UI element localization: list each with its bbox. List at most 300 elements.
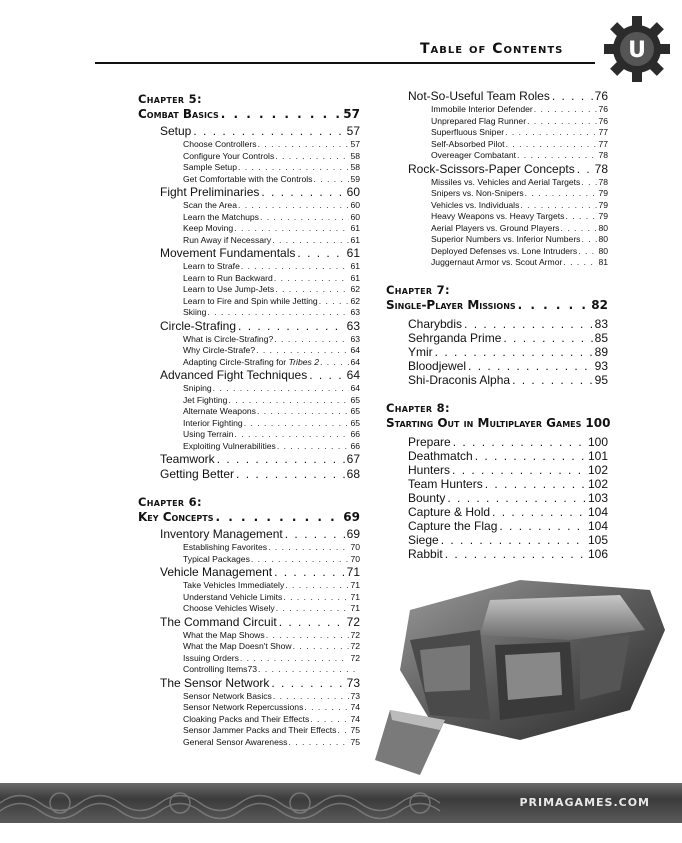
toc-subsection-page: 71 [350, 603, 360, 613]
leader-dots [274, 565, 345, 580]
toc-subsection-title: Scan the Area [183, 200, 237, 210]
toc-section-page: 95 [594, 372, 608, 387]
toc-subsection-page: 60 [350, 211, 360, 222]
toc-subsection-title: Learn to Strafe [183, 261, 240, 271]
toc-subsection [386, 234, 608, 246]
leader-dots [552, 89, 593, 104]
toc-subsection-title: Missiles vs. Vehicles and Aerial Targets [431, 176, 581, 187]
leader-dots [260, 212, 349, 224]
leader-dots [310, 714, 349, 726]
chapter-heading-page: 82 [591, 297, 608, 312]
toc-subsection-title: Configure Your Controls [183, 150, 275, 161]
leader-dots [293, 641, 350, 653]
toc-section-title: Bloodjewel [408, 358, 467, 373]
toc-subsection-page: 62 [350, 284, 360, 294]
leader-dots [563, 257, 597, 269]
toc-subsection-title: Unprepared Flag Runner [431, 115, 527, 126]
toc-subsection [138, 200, 360, 212]
vehicle-illustration [370, 570, 670, 780]
toc-section-title: Vehicle Management [160, 565, 273, 579]
toc-subsection [386, 257, 608, 269]
toc-subsection [138, 725, 360, 737]
leader-dots [445, 547, 586, 561]
toc-subsection [138, 702, 360, 714]
toc-subsection-page: 72 [350, 641, 360, 651]
toc-subsection-title: Superior Numbers vs. Inferior Numbers [431, 234, 581, 244]
toc-subsection [138, 151, 360, 163]
toc-section [138, 467, 360, 482]
leader-dots [499, 519, 586, 533]
leader-dots [288, 737, 349, 749]
toc-section [138, 527, 360, 542]
toc-subsection-title: Sample Setup [183, 162, 237, 172]
toc-section [386, 547, 608, 561]
header-rule [95, 62, 595, 64]
toc-section-title: Shi-Draconis Alpha [408, 372, 511, 387]
leader-dots [309, 368, 344, 383]
toc-subsection-title: Using Terrain [183, 429, 234, 439]
leader-dots [441, 533, 586, 547]
toc-subsection-title: Why Circle-Strafe? [183, 345, 256, 355]
toc-subsection-title: What the Map Doesn't Show [183, 641, 292, 651]
toc-subsection-page: 79 [598, 188, 608, 198]
toc-subsection [138, 429, 360, 441]
toc-section [386, 505, 608, 519]
toc-subsection [386, 211, 608, 223]
toc-section [138, 124, 360, 139]
footer-website: PRIMAGAMES.COM [519, 796, 650, 809]
toc-section-page: 78 [594, 161, 608, 176]
toc-subsection [138, 139, 360, 151]
toc-subsection-title: Sniping [183, 383, 212, 393]
toc-subsection-page: 60 [350, 200, 360, 210]
toc-subsection-title: Juggernaut Armor vs. Scout Armor [431, 257, 563, 267]
toc-subsection-title: Jet Fighting [183, 394, 228, 405]
toc-subsection-title: Learn to Fire and Spin while Jetting [183, 295, 318, 306]
toc-subsection-page: 58 [350, 150, 360, 161]
toc-subsection-title: Choose Controllers [183, 139, 257, 149]
toc-right-column [386, 89, 611, 561]
toc-section-page: 67 [346, 452, 360, 466]
footer-band [0, 783, 682, 823]
toc-subsection-title: Sensor Network Repercussions [183, 702, 304, 712]
toc-subsection-title: Typical Packages [183, 553, 250, 564]
toc-subsection [386, 104, 608, 116]
toc-section [386, 162, 608, 177]
leader-dots [193, 124, 344, 139]
toc-section-page: 89 [594, 344, 608, 359]
leader-dots [234, 429, 349, 441]
leader-dots [527, 116, 597, 128]
toc-subsection [138, 261, 360, 273]
toc-subsection-page: 78 [598, 150, 608, 160]
leader-dots [256, 345, 349, 357]
leader-dots [251, 554, 350, 566]
leader-dots [503, 331, 592, 345]
toc-subsection [386, 200, 608, 212]
toc-subsection-page: 64 [350, 345, 360, 355]
leader-dots [261, 185, 344, 200]
toc-subsection [138, 592, 360, 604]
toc-subsection-title: Overeager Combatant [431, 150, 517, 160]
toc-subsection-page: 73 [350, 690, 360, 701]
toc-subsection-title: Self-Absorbed Pilot [431, 138, 505, 149]
toc-subsection-title: Skiing [183, 307, 207, 317]
toc-subsection-page: 65 [350, 394, 360, 405]
leader-dots [320, 357, 349, 369]
leader-dots [285, 580, 349, 592]
toc-subsection-page: 79 [598, 211, 608, 221]
toc-subsection-page: 81 [598, 257, 608, 267]
toc-subsection-title: Keep Moving [183, 223, 234, 233]
toc-section-page: 57 [346, 124, 360, 138]
chapter-label: Chapter 6: [138, 495, 202, 509]
leader-dots [505, 127, 597, 139]
toc-section-title: Charybdis [408, 316, 463, 331]
toc-subsection [138, 603, 360, 615]
leader-dots [560, 223, 597, 235]
toc-section [386, 477, 608, 491]
toc-section-title: Rabbit [408, 546, 443, 561]
toc-subsection-page: 64 [350, 383, 360, 393]
toc-section [138, 246, 360, 261]
toc-section-title: Advanced Fight Techniques [160, 368, 308, 382]
toc-subsection-title: Choose Vehicles Wisely [183, 603, 275, 613]
toc-section-title: Deathmatch [408, 448, 473, 463]
leader-dots [452, 463, 586, 477]
toc-section-page: 68 [346, 467, 360, 481]
toc-subsection-page: 79 [598, 199, 608, 210]
toc-subsection [138, 691, 360, 703]
toc-section-page: 61 [346, 246, 360, 260]
toc-subsection [138, 664, 360, 676]
toc-subsection [386, 150, 608, 162]
toc-subsection-page: 71 [350, 580, 360, 590]
leader-dots [236, 467, 345, 482]
toc-subsection-title: Issuing Orders [183, 652, 239, 663]
toc-subsection-title: Deployed Defenses vs. Lone Intruders [431, 245, 578, 256]
toc-subsection [138, 273, 360, 285]
leader-dots [271, 676, 344, 691]
toc-subsection-page: 78 [598, 176, 608, 187]
leader-dots [492, 505, 586, 519]
chapter-label: Chapter 5: [138, 92, 202, 106]
leader-dots [238, 162, 349, 174]
toc-subsection [386, 188, 608, 200]
toc-subsection-page: 80 [598, 245, 608, 256]
toc-subsection-title: Cloaking Packs and Their Effects [183, 713, 310, 724]
toc-subsection [138, 162, 360, 174]
toc-subsection-page: 61 [350, 272, 360, 283]
toc-section-page: 71 [346, 565, 360, 579]
toc-subsection-page: 72 [350, 652, 360, 663]
chapter-heading-title: Combat Basics [138, 107, 219, 121]
toc-subsection [138, 542, 360, 554]
toc-section-title: Siege [408, 532, 439, 547]
toc-section-page: 105 [587, 532, 608, 547]
toc-section [386, 359, 608, 373]
toc-subsection-page: 76 [598, 104, 608, 114]
toc-subsection [138, 580, 360, 592]
leader-dots [215, 509, 341, 525]
toc-subsection [386, 127, 608, 139]
leader-dots [258, 664, 359, 676]
toc-section-title: Not-So-Useful Team Roles [408, 89, 550, 103]
toc-subsection-page: 66 [350, 429, 360, 439]
toc-section [138, 319, 360, 334]
toc-section-page: 69 [346, 527, 360, 541]
chapter-heading [138, 509, 360, 525]
toc-section-page: 72 [346, 614, 360, 629]
leader-dots [534, 104, 598, 116]
toc-section-page: 101 [587, 448, 608, 463]
leader-dots [257, 406, 350, 418]
toc-subsection-title: What is Circle-Strafing? [183, 333, 274, 344]
toc-subsection-title: Learn the Matchups [183, 211, 259, 222]
toc-subsection-page: 72 [350, 629, 360, 640]
leader-dots [217, 452, 345, 467]
toc-subsection [138, 235, 360, 247]
toc-section [386, 435, 608, 449]
toc-subsection-page: 62 [350, 295, 360, 306]
toc-section-title: Prepare [408, 434, 451, 449]
toc-section [386, 449, 608, 463]
toc-subsection-title: Sensor Network Basics [183, 690, 272, 701]
leader-dots [435, 345, 593, 359]
toc-section-title: Bounty [408, 490, 446, 505]
toc-section-page: 73 [346, 675, 360, 690]
toc-subsection [138, 383, 360, 395]
chapter-heading-title: Key Concepts [138, 510, 214, 524]
toc-subsection [138, 653, 360, 665]
toc-subsection [386, 246, 608, 258]
leader-dots [244, 418, 350, 430]
toc-section [138, 676, 360, 691]
toc-subsection [138, 441, 360, 453]
leader-dots [518, 297, 590, 313]
toc-section [138, 452, 360, 467]
toc-section-page: 106 [587, 546, 608, 561]
leader-dots [337, 725, 349, 737]
toc-section-page: 93 [594, 358, 608, 373]
toc-subsection-title: Aerial Players vs. Ground Players [431, 222, 560, 233]
leader-dots [313, 174, 349, 186]
chapter-heading-title: Starting Out in Multiplayer Games [386, 415, 582, 430]
toc-subsection [138, 418, 360, 430]
toc-subsection [138, 395, 360, 407]
toc-subsection [138, 641, 360, 653]
toc-subsection [386, 139, 608, 151]
leader-dots [283, 592, 349, 604]
toc-subsection-page: 71 [350, 591, 360, 602]
toc-subsection-page: 75 [350, 725, 360, 735]
toc-section-title: Movement Fundamentals [160, 246, 296, 260]
toc-section [386, 463, 608, 477]
chapter-heading [386, 297, 608, 313]
toc-section [386, 519, 608, 533]
toc-section-page: 104 [587, 504, 608, 519]
toc-subsection-page: 59 [350, 173, 360, 184]
leader-dots [240, 653, 350, 665]
leader-dots [319, 296, 350, 308]
toc-subsection-page: 75 [350, 736, 360, 747]
leader-dots [525, 188, 598, 200]
toc-section-title: Getting Better [160, 467, 235, 481]
toc-section-page: 103 [587, 490, 608, 505]
leader-dots [221, 106, 342, 122]
gear-badge-letter: U [628, 38, 646, 63]
toc-section-title: The Command Circuit [160, 614, 277, 629]
toc-subsection [386, 223, 608, 235]
toc-subsection [138, 307, 360, 319]
toc-subsection [138, 212, 360, 224]
leader-dots [272, 235, 349, 247]
leader-dots [268, 542, 349, 554]
toc-subsection-title: What the Map Shows [183, 629, 265, 640]
toc-subsection-title: Heavy Weapons vs. Heavy Targets [431, 211, 565, 221]
toc-subsection-page: 65 [350, 406, 360, 416]
toc-subsection-page: 66 [350, 440, 360, 451]
toc-section [386, 89, 608, 104]
toc-subsection-title: Learn to Run Backward [183, 272, 273, 283]
toc-section-page: 85 [594, 330, 608, 345]
leader-dots [274, 273, 350, 285]
toc-subsection-title: Superfluous Sniper [431, 127, 505, 137]
toc-subsection-title: Establishing Favorites [183, 542, 268, 552]
chapter-label: Chapter 8: [386, 400, 450, 415]
toc-subsection-title: Sensor Jammer Packs and Their Effects [183, 725, 337, 735]
toc-section [386, 373, 608, 387]
toc-subsection-title: Take Vehicles Immediately [183, 580, 285, 590]
toc-section-title: Team Hunters [408, 476, 483, 491]
toc-subsection-page: 61 [350, 223, 360, 233]
toc-subsection-page: 63 [350, 307, 360, 317]
page-title: Table of Contents [420, 41, 564, 57]
toc-subsection-page: 74 [350, 713, 360, 724]
chapter-heading-page: 57 [343, 107, 360, 121]
leader-dots [273, 691, 350, 703]
toc-section [138, 565, 360, 580]
toc-section-page: 102 [587, 462, 608, 477]
toc-section-title: Ymir [408, 344, 433, 359]
toc-subsection-page: 65 [350, 417, 360, 428]
leader-dots [238, 319, 345, 334]
toc-subsection-page: 61 [350, 234, 360, 245]
toc-section-title: Hunters [408, 462, 451, 477]
toc-section-title: The Sensor Network [160, 675, 270, 690]
toc-subsection-page: 80 [598, 222, 608, 233]
toc-section-title: Setup [160, 124, 192, 138]
leader-dots [453, 435, 586, 449]
toc-section-page: 76 [594, 89, 608, 103]
gear-badge-icon [602, 14, 672, 84]
toc-subsection-title: Immobile Interior Defender [431, 104, 533, 114]
toc-subsection [138, 406, 360, 418]
chapter-heading-page: 69 [343, 510, 360, 524]
toc-section-page: 64 [346, 368, 360, 382]
toc-subsection [138, 737, 360, 749]
toc-subsection-title: Adapting Circle-Strafing for Tribes 2 [183, 356, 319, 367]
leader-dots [464, 317, 593, 331]
toc-subsection-page: 70 [350, 542, 360, 552]
toc-subsection-page: 70 [350, 553, 360, 564]
leader-dots [297, 246, 344, 261]
toc-subsection-title: Understand Vehicle Limits [183, 591, 283, 602]
chapter-heading-title: Single-Player Missions [386, 297, 516, 312]
toc-subsection [138, 174, 360, 186]
leader-dots [207, 307, 349, 319]
toc-subsection [138, 223, 360, 235]
toc-subsection-title: Vehicles vs. Individuals [431, 199, 520, 210]
toc-subsection-title: Interior Fighting [183, 417, 243, 428]
leader-dots [475, 449, 586, 463]
leader-dots [517, 150, 597, 162]
toc-subsection-title: Snipers vs. Non-Snipers [431, 188, 524, 198]
leader-dots [277, 441, 350, 453]
toc-section-page: 83 [594, 316, 608, 331]
toc-subsection [386, 116, 608, 128]
toc-section [386, 533, 608, 547]
toc-section-page: 63 [346, 318, 360, 333]
toc-subsection-page: 74 [350, 702, 360, 712]
toc-subsection-page: 80 [598, 234, 608, 244]
leader-dots [238, 200, 349, 212]
toc-left-column [138, 92, 360, 748]
leader-dots [565, 211, 597, 223]
toc-subsection [138, 630, 360, 642]
toc-section-title: Capture & Hold [408, 504, 491, 519]
toc-section [138, 368, 360, 383]
leader-dots [275, 284, 349, 296]
toc-subsection-page: 64 [350, 356, 360, 367]
leader-dots [485, 477, 586, 491]
toc-subsection-title: Run Away if Necessary [183, 234, 272, 245]
leader-dots [581, 177, 597, 189]
leader-dots [581, 234, 597, 246]
toc-subsection [138, 357, 360, 369]
toc-subsection [138, 345, 360, 357]
toc-subsection-page: 61 [350, 261, 360, 271]
toc-section [138, 615, 360, 630]
toc-subsection [138, 284, 360, 296]
toc-section-page: 102 [587, 476, 608, 491]
toc-subsection-page: 58 [350, 162, 360, 172]
toc-section [386, 491, 608, 505]
leader-dots [506, 139, 598, 151]
toc-subsection-page: 76 [598, 115, 608, 126]
toc-section-title: Rock-Scissors-Paper Concepts [408, 161, 575, 176]
toc-subsection-page: 63 [350, 333, 360, 344]
toc-subsection-page: 77 [598, 127, 608, 137]
leader-dots [266, 630, 350, 642]
toc-subsection [138, 554, 360, 566]
toc-subsection-title: Learn to Use Jump-Jets [183, 284, 275, 294]
leader-dots [578, 246, 597, 258]
toc-section-title: Circle-Strafing [160, 318, 237, 333]
leader-dots [213, 383, 350, 395]
leader-dots [304, 702, 349, 714]
leader-dots [241, 261, 350, 273]
toc-section [386, 345, 608, 359]
chapter-label: Chapter 7: [386, 282, 450, 297]
leader-dots [279, 615, 345, 630]
leader-dots [228, 395, 349, 407]
toc-subsection-title: General Sensor Awareness [183, 736, 288, 747]
chapter-heading-page: 100 [585, 415, 611, 430]
leader-dots [447, 491, 586, 505]
chapter-heading [138, 106, 360, 122]
toc-subsection-title: Alternate Weapons [183, 406, 256, 416]
